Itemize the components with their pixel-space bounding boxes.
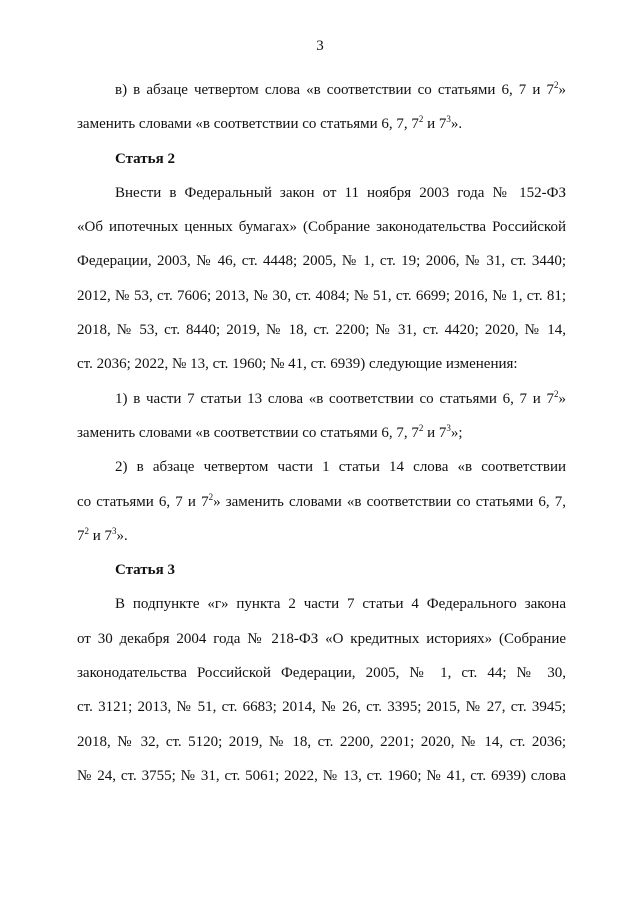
text-line: 1) в части 7 статьи 13 слова «в соответствии со статьями 6, 7 и $7^2$» — [115, 388, 566, 407]
article-heading: Статья 3 — [115, 562, 175, 579]
text-line: 2018, № 53, ст. 8440; 2019, № 18, ст. 2200; № 31, ст. 4420; 2020, № 14, — [77, 322, 566, 339]
superscript: 3 — [446, 114, 451, 125]
text-line: в) в абзаце четвертом слова «в соответствии со статьями 6, 7 и $7^2$» — [115, 80, 566, 98]
text-line: Федерации, 2003, № 46, ст. 4448; 2005, № 1, ст. 19; 2006, № 31, ст. 3440; — [77, 253, 566, 270]
text-line: ст. 2036; 2022, № 13, ст. 1960; № 41, ст. 6939) следующие изменения: — [77, 356, 518, 373]
superscript: 2 — [418, 422, 424, 433]
document-body — [77, 73, 566, 793]
text-line: $7^2$ и $7^3$». — [77, 525, 128, 544]
text-line: № 24, ст. 3755; № 31, ст. 5061; 2022, № 13, ст. 1960; № 41, ст. 6939) слова — [77, 767, 566, 784]
text-line: 2) в абзаце четвертом части 1 статьи 14 слова «в соответствии — [115, 459, 566, 476]
superscript: 2 — [208, 491, 214, 502]
text-line: ст. 3121; 2013, № 51, ст. 6683; 2014, № 26, ст. 3395; 2015, № 27, ст. 3945; — [77, 699, 566, 716]
superscript: 3 — [446, 422, 451, 433]
superscript: 3 — [112, 525, 117, 536]
article-heading: Статья 2 — [115, 150, 175, 167]
text-line: законодательства Российской Федерации, 2005, № 1, ст. 44; № 30, — [77, 665, 566, 682]
text-line: заменить словами «в соответствии со статьями 6, 7, $7^2$ и $7^3$»; — [77, 422, 463, 441]
text-line: В подпункте «г» пункта 2 части 7 статьи 4 Федерального закона — [115, 596, 566, 613]
text-line: Внести в Федеральный закон от 11 ноября 2003 года № 152-ФЗ — [115, 184, 566, 201]
page-number: 3 — [316, 38, 324, 54]
superscript: 2 — [554, 388, 559, 399]
text-line: 2012, № 53, ст. 7606; 2013, № 30, ст. 4084; № 51, ст. 6699; 2016, № 1, ст. 81; — [77, 287, 566, 304]
text-line: «Об ипотечных ценных бумагах» (Собрание законодательства Российской — [77, 219, 566, 236]
text-line: 2018, № 32, ст. 5120; 2019, № 18, ст. 2200, 2201; 2020, № 14, ст. 2036; — [77, 733, 566, 750]
text-line: со статьями 6, 7 и $7^2$» заменить словами «в соответствии со статьями 6, 7, — [77, 491, 566, 510]
text-line: заменить словами «в соответствии со статьями 6, 7, $7^2$ и $7^3$». — [77, 114, 463, 133]
text-line: от 30 декабря 2004 года № 218-ФЗ «О кредитных историях» (Собрание — [77, 630, 566, 647]
superscript: 2 — [418, 114, 424, 125]
superscript: 2 — [554, 80, 559, 90]
superscript: 2 — [84, 525, 89, 536]
